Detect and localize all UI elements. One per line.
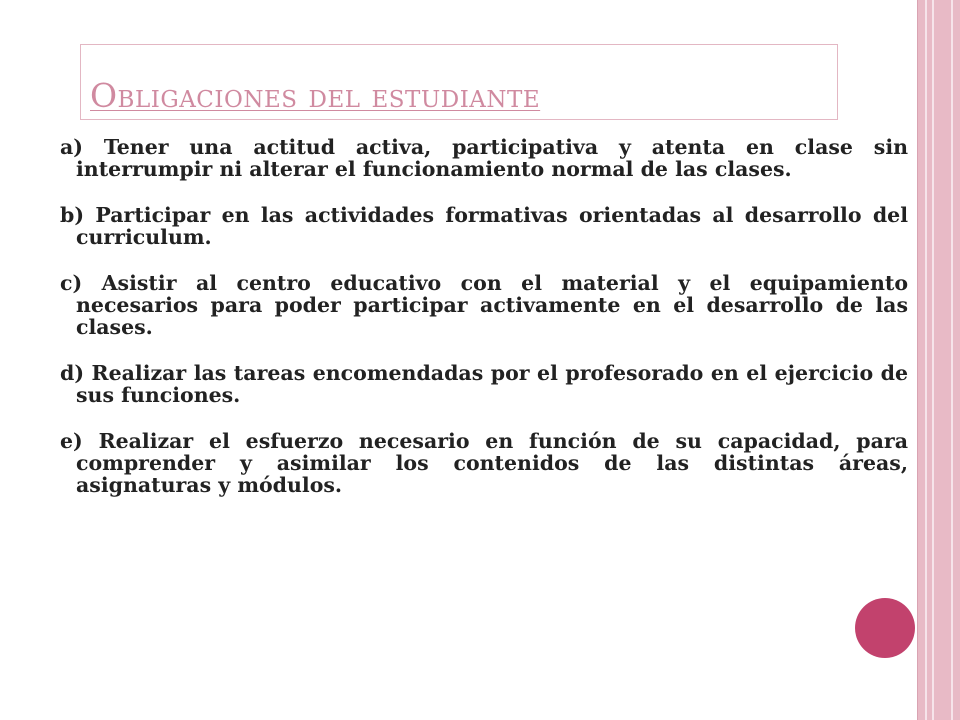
list-item-a — [60, 136, 908, 180]
item-text: Realizar el esfuerzo necesario en función de su capacidad, para comprender y asimilar los contenidos de las distintas áreas, asignaturas y módulos. — [76, 429, 909, 497]
list-item-d — [60, 362, 908, 406]
item-label: b) — [60, 203, 85, 227]
list-item-b — [60, 204, 908, 248]
item-label: c) — [60, 271, 83, 295]
item-text: Tener una actitud activa, participativa y atenta en clase sin interrumpir ni alterar el funcionamiento normal de las clases. — [76, 135, 909, 181]
obligations-list — [60, 136, 908, 520]
border-stripe — [951, 0, 953, 720]
border-stripe — [925, 0, 927, 720]
decorative-circle — [855, 598, 915, 658]
item-text: Realizar las tareas encomendadas por el profesorado en el ejercicio de sus funciones. — [76, 361, 908, 407]
item-text: Participar en las actividades formativas orientadas al desarrollo del curriculum. — [76, 203, 909, 249]
list-item-e — [60, 430, 908, 496]
list-item-c — [60, 272, 908, 338]
slide-title: Obligaciones del estudiante — [90, 76, 541, 115]
item-text: Asistir al centro educativo con el material y el equipamiento necesarios para poder participar activamente en el desarrollo de las clases. — [76, 271, 908, 339]
item-label: e) — [60, 429, 83, 453]
item-label: d) — [60, 361, 85, 385]
border-stripe — [932, 0, 934, 720]
decorative-right-border — [917, 0, 960, 720]
item-label: a) — [60, 135, 83, 159]
